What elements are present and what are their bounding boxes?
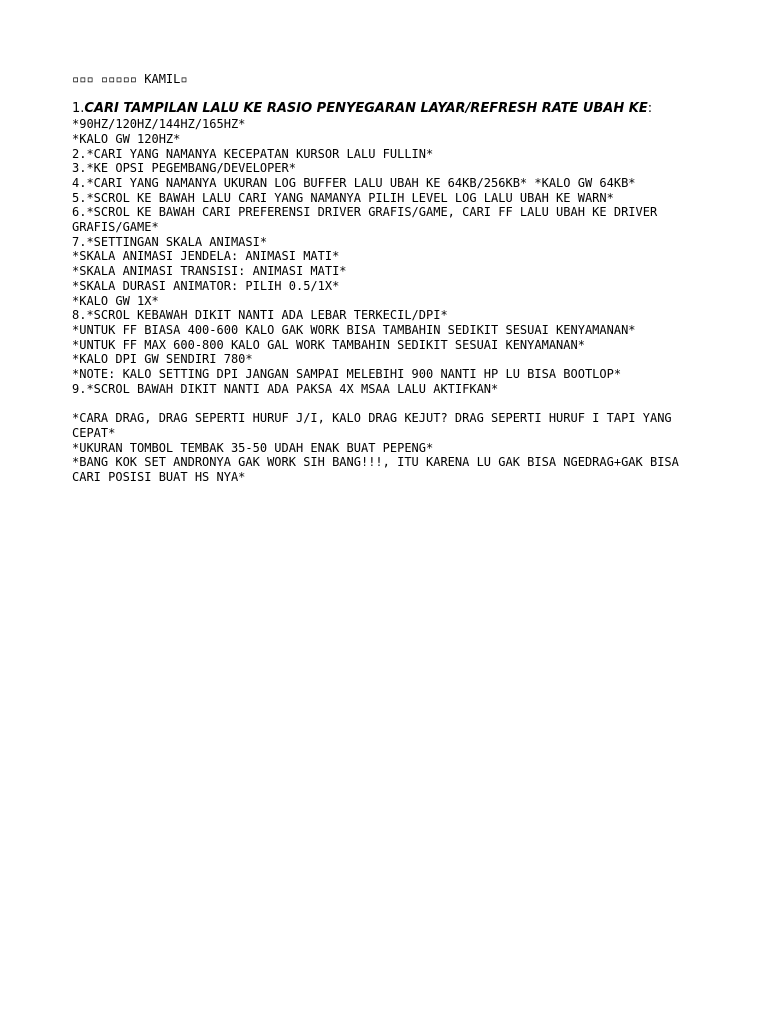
text-line: 8.*SCROL KEBAWAH DIKIT NANTI ADA LEBAR TERKECIL/DPI*	[72, 308, 448, 323]
document-body	[72, 72, 712, 485]
text-line: *KALO GW 1X*	[72, 293, 159, 308]
text-line: 5.*SCROL KE BAWAH LALU CARI YANG NAMANYA PILIH LEVEL LOG LALU UBAH KE WARN*	[72, 190, 614, 205]
text-line: *90HZ/120HZ/144HZ/165HZ*	[72, 117, 246, 132]
text-line: 7.*SETTINGAN SKALA ANIMASI*	[72, 234, 268, 249]
text-line: *UNTUK FF BIASA 400-600 KALO GAK WORK BISA TAMBAHIN SEDIKIT SESUAI KENYAMANAN*	[72, 322, 636, 337]
text-line: 9.*SCROL BAWAH DIKIT NANTI ADA PAKSA 4X MSAA LALU AKTIFKAN*	[72, 381, 499, 396]
step-number: 1.	[72, 101, 85, 117]
text-line: *KALO DPI GW SENDIRI 780*	[72, 352, 253, 367]
note-line: *BANG KOK SET ANDRONYA GAK WORK SIH BANG!!!, ITU KARENA LU GAK BISA NGEDRAG+GAK BISA CARI POSISI BUAT HS NYA*	[72, 455, 687, 484]
note-line: *UKURAN TOMBOL TEMBAK 35-50 UDAH ENAK BUAT PEPENG*	[72, 440, 434, 455]
text-line: *SKALA DURASI ANIMATOR: PILIH 0.5/1X*	[72, 278, 340, 293]
heading-colon: :	[647, 101, 653, 117]
document-title: ▫▫▫ ▫▫▫▫▫ KAMIL▫	[72, 72, 188, 86]
text-line: 4.*CARI YANG NAMANYA UKURAN LOG BUFFER LALU UBAH KE 64KB/256KB* *KALO GW 64KB*	[72, 175, 636, 190]
text-line: *SKALA ANIMASI JENDELA: ANIMASI MATI*	[72, 249, 340, 264]
step-1-heading	[72, 101, 712, 117]
text-line: 6.*SCROL KE BAWAH CARI PREFERENSI DRIVER GRAFIS/GAME, CARI FF LALU UBAH KE DRIVER GRAFIS/GAME*	[72, 205, 665, 235]
step-heading-text: CARI TAMPILAN LALU KE RASIO PENYEGARAN LAYAR/REFRESH RATE UBAH KE	[84, 101, 648, 117]
note-line: *CARA DRAG, DRAG SEPERTI HURUF J/I, KALO DRAG KEJUT? DRAG SEPERTI HURUF I TAPI YANG CEPAT*	[72, 411, 679, 440]
text-line: 3.*KE OPSI PEGEMBANG/DEVELOPER*	[72, 161, 296, 176]
text-line: *NOTE: KALO SETTING DPI JANGAN SAMPAI MELEBIHI 900 NANTI HP LU BISA BOOTLOP*	[72, 367, 622, 382]
text-line: *UNTUK FF MAX 600-800 KALO GAL WORK TAMBAHIN SEDIKIT SESUAI KENYAMANAN*	[72, 337, 585, 352]
blank-line	[72, 396, 712, 411]
text-line: *SKALA ANIMASI TRANSISI: ANIMASI MATI*	[72, 264, 347, 279]
text-line: *KALO GW 120HZ*	[72, 131, 181, 146]
text-line: 2.*CARI YANG NAMANYA KECEPATAN KURSOR LALU FULLIN*	[72, 146, 434, 161]
